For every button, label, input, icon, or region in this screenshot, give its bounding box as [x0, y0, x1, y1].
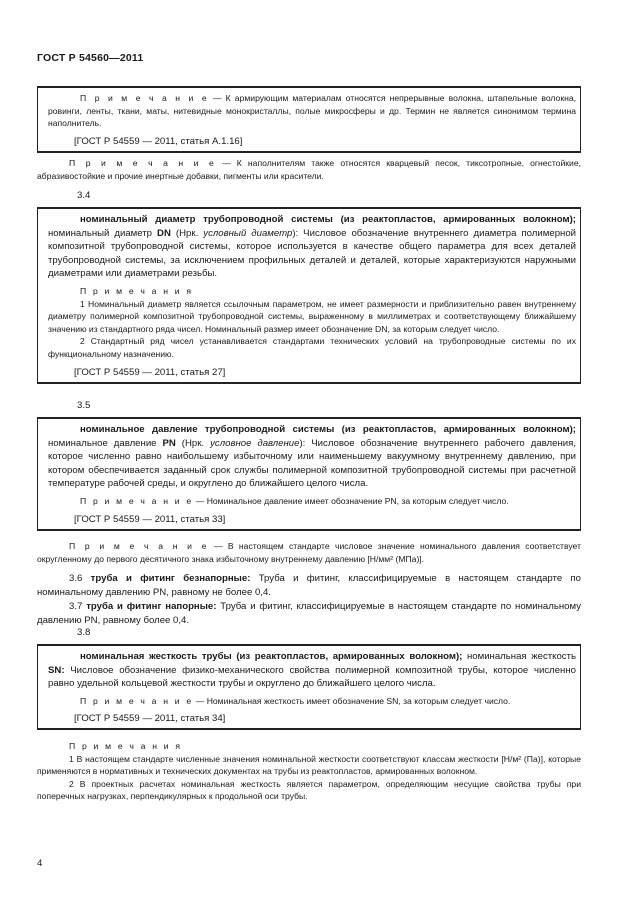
clause-3-7: 3.7 труба и фитинг напорные: Труба и фитинг, классифицируемые в настоящем стандарте по номинальному давлению PN, равному более 0,4.: [37, 601, 581, 626]
notes-stiffness: [37, 740, 581, 803]
clause-3-6: 3.6 труба и фитинг безнапорные: Труба и фитинг, классифицируемые в настоящем стандарте по номинальному давлению PN, равному не более 0,4.: [37, 573, 582, 598]
note-1: 1 В настоящем стандарте численные значения номинальной жесткости соответствуют классам жесткости [Н/м² (Па)], которые применяются в нормативных и технических документах на трубы из реактопластов, армированных волокном.: [37, 753, 581, 777]
term-box-continuation: [37, 86, 581, 153]
term-box-nominal-pressure: [37, 417, 581, 531]
notes-heading: П р и м е ч а н и я: [80, 285, 194, 296]
box-note: П р и м е ч а н и е — Номинальная жесткость имеет обозначение SN, за которым следует число.: [80, 695, 511, 706]
note-2: 2 В проектных расчетах номинальная жесткость является параметром, определяющим несущие свойства трубы при поперечных нагрузках, перпендикулярных к продольной оси трубы.: [37, 778, 581, 802]
document-header: ГОСТ Р 54560—2011: [37, 52, 144, 64]
term-definition: номинальное давление трубопроводной системы (из реактопластов, армированных волокном); номинальное давление PN (Нрк. условное давление): Числовое обозначение внутреннего рабочего давления, которое численно равно наибольшему избыточному или наименьшему вакуумному внутреннему давлению, при котором обеспечивается заданный срок службы полимерной композитной трубопроводной системы при расчетной температуре рабочей среды, и округлено до ближайшего целого числа.: [48, 424, 576, 490]
term-box-nominal-diameter: [37, 207, 581, 384]
note-pressure: П р и м е ч а н и е — В настоящем стандарте числовое значение номинального давления соответствует округленному до первого десятичного знака избыточному внутреннему давлению [Н/мм² (МПа)].: [37, 541, 581, 564]
source-reference: [ГОСТ Р 54559 — 2011, статья 27]: [74, 366, 226, 378]
notes-heading: П р и м е ч а н и я: [69, 741, 183, 751]
term-definition: номинальная жесткость трубы (из реактопластов, армированных волокном); номинальная жесткость SN: Числовое обозначение физико-механического свойства полимерной композитной трубы, которое численно равно удельной кольцевой жесткости трубы и округлено до ближайшего целого числа.: [48, 651, 576, 690]
clause-number: 3.5: [77, 400, 91, 411]
box-note: П р и м е ч а н и е — К армирующим материалам относятся непрерывные волокна, штапельные волокна, ровинги, ленты, ткани, маты, нитевидные монокристаллы, полые микросферы и др. Термин не является синонимом термина наполнитель.: [48, 93, 576, 129]
box-note: П р и м е ч а н и е — Номинальное давление имеет обозначение PN, за которым следует число.: [80, 495, 509, 506]
clause-number: 3.8: [77, 627, 91, 638]
term-box-nominal-stiffness: [37, 644, 581, 730]
note-fillers: П р и м е ч а н и е — К наполнителям также относятся кварцевый песок, тиксотропные, огнестойкие, абразивостойкие и прочие инертные добавки, пигменты или красители.: [37, 158, 581, 181]
term-definition: номинальный диаметр трубопроводной системы (из реактопластов, армированных волокном); номинальный диаметр DN (Нрк. условный диаметр): Числовое обозначение внутреннего диаметра полимерной композитной трубопроводной системы, которое используется в качестве общего параметра для всех деталей трубопроводной системы, за исключением профильных деталей и деталей, которые характеризуются наружными диаметрами или диаметрами резьбы.: [48, 214, 577, 280]
page-number: 4: [37, 858, 43, 869]
source-reference: [ГОСТ Р 54559 — 2011, статья А.1.16]: [74, 135, 243, 147]
note-2: 2 Стандартный ряд чисел устанавливается стандартами технических условий на трубопроводные системы по их функциональному назначению.: [48, 336, 576, 359]
source-reference: [ГОСТ Р 54559 — 2011, статья 34]: [74, 713, 226, 725]
source-reference: [ГОСТ Р 54559 — 2011, статья 33]: [74, 513, 226, 525]
note-1: 1 Номинальный диаметр является ссылочным параметром, не имеет размерности и приблизительно равен внутреннему диаметру полимерной композитной трубопроводной системы, выраженному в миллиметрах и соответствующему ближайшему значению из стандартного ряда чисел. Номинальный размер имеет обозначение DN, за которым следует число.: [48, 298, 576, 334]
clause-number: 3.4: [77, 190, 91, 201]
